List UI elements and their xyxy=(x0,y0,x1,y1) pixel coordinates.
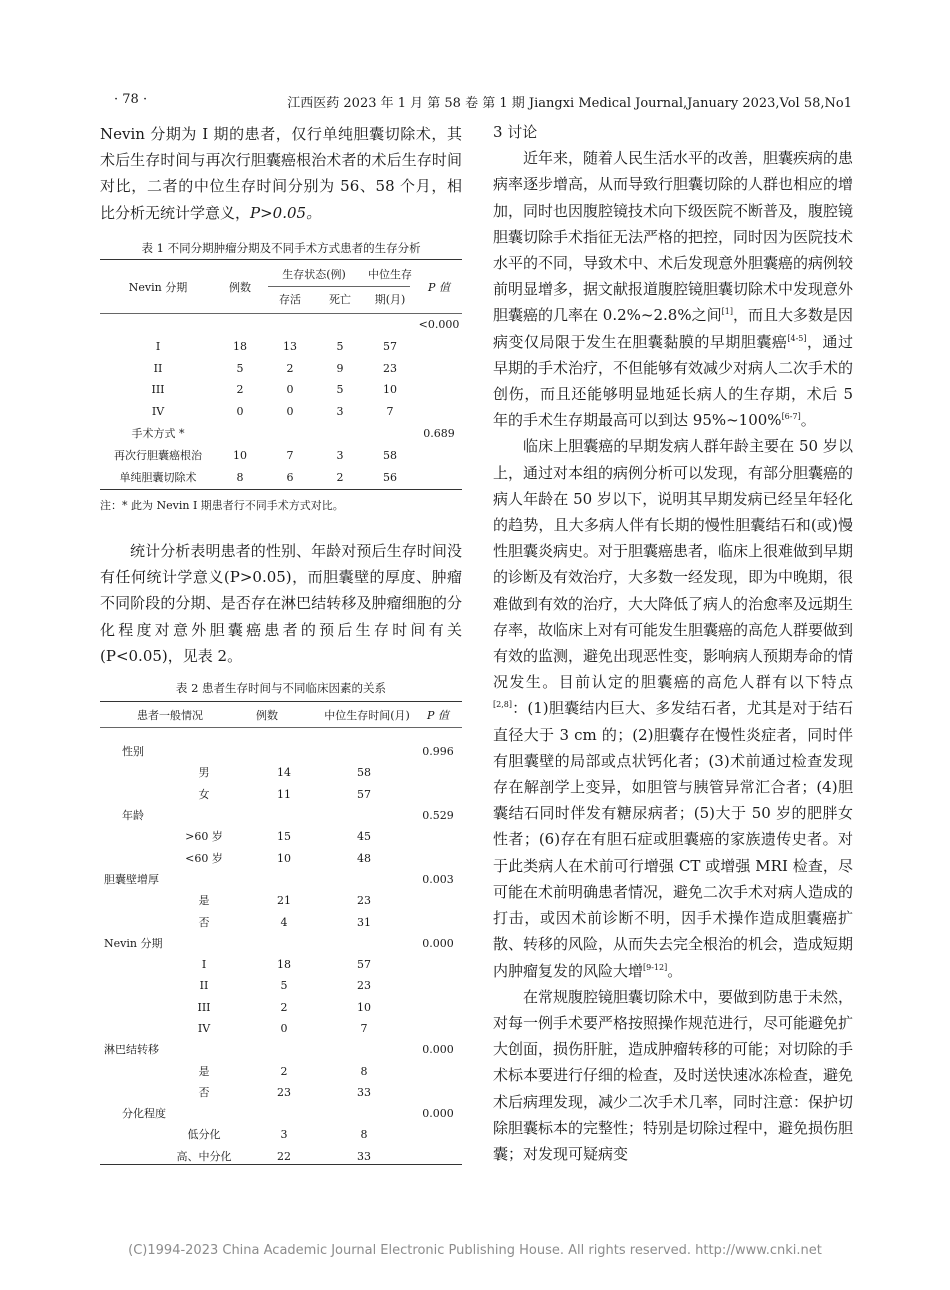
table-cell: 2 xyxy=(280,1000,288,1014)
table-row xyxy=(100,954,462,975)
table-cell-subgroup: 否 xyxy=(198,1085,210,1099)
table2-header xyxy=(100,705,462,725)
table-cell: 3 xyxy=(336,405,344,419)
table-cell-subgroup: I xyxy=(201,958,207,972)
table-cell: 14 xyxy=(277,766,291,780)
table-cell xyxy=(254,1039,314,1060)
table-cell-subgroup: 否 xyxy=(198,915,210,929)
table-cell: 33 xyxy=(357,1085,371,1099)
table-cell: 2 xyxy=(236,383,244,397)
table-cell xyxy=(414,762,462,783)
citation-ref: [1] xyxy=(721,307,733,317)
table-row xyxy=(100,1146,462,1167)
table-cell: 5 xyxy=(336,383,344,397)
table-cell: <0.000 xyxy=(418,318,460,332)
t1-head-alive: 存活 xyxy=(279,292,301,306)
table-cell xyxy=(314,1039,414,1060)
table-cell xyxy=(414,911,462,932)
table-cell: 0 xyxy=(286,383,294,397)
table-cell-subgroup: 是 xyxy=(198,1064,210,1078)
table-cell: 48 xyxy=(357,851,371,865)
right-paragraph-2: 临床上胆囊癌的早期发病人群年龄主要在 50 岁以上，通过对本组的病例分析可以发现，有部分胆囊癌的病人年龄在 50 岁以下，说明其早期发病已经呈年轻化的趋势，且大多病人伴有长期的慢性胆囊结石和(或)慢性胆囊炎病史。对于胆囊癌患者，临床上很难做到早期的诊断及有效治疗，大多数一经发现，即为中晚期，很难做到有效的治疗，大大降低了病人的治愈率及远期生存率，故临床上对有可能发生胆囊癌的高危人群要做到有效的监测，避免出现恶性变，影响病人预期寿命的情况发生。目前认定的胆囊癌的高危人群有以下特点[2,8]：(1)胆囊结内巨大、多发结石者，尤其是对于结石直径大于 3 cm 的；(2)胆囊存在慢性炎症者，同时伴有胆囊壁的局部或点状钙化者；(3)术前通过检查发现存在解剖学上变异，如胆管与胰管异常汇合者；(4)胆囊结石同时伴发有糖尿病者；(5)大于 50 岁的肥胖女性者；(6)存在有胆石症或胆囊癌的家族遗传史者。对于此类病人在术前可行增强 CT 或增强 MRI 检查，尽可能在术前明确患者情况，避免二次手术对病人造成的打击，或因术前诊断不明，因手术操作造成胆囊癌扩散、转移的风险，从而失去完全根治的机会，造成短期内肿瘤复发的风险大增[9-12]。 xyxy=(493,437,854,980)
table-cell: 再次行胆囊癌根治 xyxy=(114,448,202,462)
table-row xyxy=(100,466,462,488)
table-cell xyxy=(254,805,314,826)
citation-ref: [2,8] xyxy=(493,700,512,710)
table-cell: 6 xyxy=(286,470,294,484)
table-cell-category xyxy=(100,911,154,932)
table1-note: 注：* 此为 Nevin I 期患者行不同手术方式对比。 xyxy=(100,499,344,512)
table-cell xyxy=(414,826,462,847)
table-row xyxy=(100,784,462,805)
table-cell xyxy=(414,784,462,805)
table-cell xyxy=(414,954,462,975)
table-cell xyxy=(216,314,264,336)
table-cell xyxy=(416,336,462,358)
table-cell-category xyxy=(100,1124,154,1145)
table-cell: 56 xyxy=(383,470,397,484)
table-cell: 57 xyxy=(383,339,397,353)
table-row xyxy=(100,314,462,336)
table-cell xyxy=(254,1103,314,1124)
table-cell: 2 xyxy=(280,1064,288,1078)
table-cell: 9 xyxy=(336,361,344,375)
table-cell: 5 xyxy=(280,979,288,993)
table-cell xyxy=(100,314,216,336)
table-cell-subgroup: 女 xyxy=(198,787,210,801)
table-cell-category: 分化程度 xyxy=(122,1107,166,1121)
table-cell: III xyxy=(151,383,165,397)
table-cell xyxy=(416,379,462,401)
table-cell: 23 xyxy=(357,979,371,993)
t2-head-median: 中位生存时间(月) xyxy=(324,708,410,722)
page-header xyxy=(100,92,852,114)
table-cell xyxy=(254,933,314,954)
table-cell-category xyxy=(100,1018,154,1039)
table-cell-category: 年龄 xyxy=(122,809,144,823)
table-cell xyxy=(314,869,414,890)
t2-head-general: 患者一般情况 xyxy=(137,708,203,722)
table-cell xyxy=(264,423,316,445)
table-cell: 5 xyxy=(336,339,344,353)
table-row xyxy=(100,357,462,379)
table-cell-category xyxy=(100,975,154,996)
table-row xyxy=(100,997,462,1018)
copyright-footer: (C)1994-2023 China Academic Journal Electronic Publishing House. All rights reserved. http://www.cnki.net xyxy=(128,1243,822,1258)
table-cell xyxy=(414,1146,462,1167)
table-cell-category: 胆囊壁增厚 xyxy=(104,872,159,886)
t1-head-p: P 值 xyxy=(428,280,450,294)
table-row xyxy=(100,826,462,847)
para2-text: 统计分析表明患者的性别、年龄对预后生存时间没有任何统计学意义(P>0.05)，而胆囊壁的厚度、肿瘤不同阶段的分期、是否存在淋巴结转移及肿瘤细胞的分化程度对意外胆囊癌患者的预后生存时间有关(P<0.05)，见表 2。 xyxy=(100,542,462,665)
table1-caption: 表 1 不同分期肿瘤分期及不同手术方式患者的生存分析 xyxy=(141,241,421,255)
table1-body xyxy=(100,314,462,488)
table-cell-category xyxy=(100,826,154,847)
table-cell-subgroup: 高、中分化 xyxy=(176,1149,232,1163)
table-row xyxy=(100,975,462,996)
table-cell: 0 xyxy=(286,405,294,419)
table-cell xyxy=(416,357,462,379)
table-cell-category xyxy=(100,847,154,868)
table-cell: 2 xyxy=(336,470,344,484)
t1-head-status: 生存状态(例) xyxy=(282,267,346,281)
table-cell: 33 xyxy=(357,1149,371,1163)
table-cell-category xyxy=(100,1146,154,1167)
table-row xyxy=(100,401,462,423)
table-cell: 0 xyxy=(280,1022,288,1035)
table-cell-category xyxy=(100,784,154,805)
table-cell-subgroup: 是 xyxy=(198,894,210,908)
table-cell: 0.000 xyxy=(422,1107,454,1121)
table-cell: 22 xyxy=(277,1149,291,1163)
table-cell xyxy=(364,423,416,445)
table-cell: 13 xyxy=(283,339,297,353)
table-cell xyxy=(414,975,462,996)
table-cell xyxy=(414,1018,462,1039)
table-cell-category xyxy=(100,890,154,911)
table-cell xyxy=(314,933,414,954)
table-cell: 8 xyxy=(360,1128,368,1142)
table-cell-category xyxy=(100,762,154,783)
table-cell xyxy=(314,1103,414,1124)
table-cell: 0.000 xyxy=(422,1043,454,1057)
table-cell: 10 xyxy=(383,383,397,397)
table-cell: 0.689 xyxy=(423,427,455,441)
table-cell xyxy=(254,741,314,762)
table-row xyxy=(100,911,462,932)
table-cell-subgroup: 低分化 xyxy=(187,1128,221,1142)
table-cell xyxy=(314,741,414,762)
table-cell: 18 xyxy=(233,339,247,353)
table-cell: 7 xyxy=(386,405,394,419)
table-row xyxy=(100,444,462,466)
table-row xyxy=(100,1018,462,1039)
table-cell xyxy=(414,997,462,1018)
table2-header-rule xyxy=(100,727,462,728)
table-cell: 3 xyxy=(280,1128,288,1142)
table-cell xyxy=(316,423,364,445)
table-cell-category xyxy=(100,954,154,975)
table-cell xyxy=(416,466,462,488)
table-cell: 11 xyxy=(277,787,291,801)
table-cell-subgroup: III xyxy=(197,1000,211,1014)
table-cell: 8 xyxy=(236,470,244,484)
table-cell-category: 淋巴结转移 xyxy=(104,1043,159,1057)
para1-p-value: P>0.05。 xyxy=(250,203,322,222)
table-cell: 15 xyxy=(277,830,291,844)
table-row xyxy=(100,379,462,401)
table-row xyxy=(100,1039,462,1060)
table-row xyxy=(100,1124,462,1145)
right-paragraph-3: 在常规腹腔镜胆囊切除术中，要做到防患于未然，对每一例手术要严格按照操作规范进行，尽可能避免扩大创面，损伤肝脏，造成肿瘤转移的可能；对切除的手术标本要进行仔细的检查，及时送快速冰冻检查，避免术后病理发现，减少二次手术几率，同时注意：保护切除胆囊标本的完整性；特别是切除过程中，避免损伤胆囊；对发现可疑病变 xyxy=(493,987,854,1163)
table2-caption: 表 2 患者生存时间与不同临床因素的关系 xyxy=(175,681,387,695)
table-cell xyxy=(414,1124,462,1145)
table-cell-subgroup: >60 岁 xyxy=(185,830,223,844)
table-cell: 23 xyxy=(357,894,371,908)
citation-ref: [9-12] xyxy=(643,962,668,972)
t2-head-cases: 例数 xyxy=(256,708,278,722)
t1-head-dead: 死亡 xyxy=(329,292,351,306)
table-cell xyxy=(364,314,416,336)
table-cell: 7 xyxy=(286,448,294,462)
table-cell-category: 性别 xyxy=(122,745,144,759)
table-cell-subgroup: <60 岁 xyxy=(185,851,223,865)
table-row xyxy=(100,869,462,890)
t1-head-nevin: Nevin 分期 xyxy=(128,280,188,294)
table-cell xyxy=(414,847,462,868)
t2-head-p: P 值 xyxy=(427,708,449,722)
table-cell: I xyxy=(155,339,161,353)
table-cell-subgroup: 男 xyxy=(198,766,210,780)
citation-ref: [6-7] xyxy=(781,412,801,422)
table-row xyxy=(100,890,462,911)
page-number: · 78 · xyxy=(114,92,148,107)
t1-head-median: 中位生存 xyxy=(368,267,412,281)
table-row xyxy=(100,741,462,762)
right-paragraph-1: 近年来，随着人民生活水平的改善，胆囊疾病的患病率逐步增高，从而导致行胆囊切除的人群也相应的增加，同时也因腹腔镜技术向下级医院不断普及，腹腔镜胆囊切除手术指征无法严格的把控，同时因为医院技术水平的不同，导致术中、术后发现意外胆囊癌的病例较前明显增多，据文献报道腹腔镜胆囊切除术中发现意外胆囊癌的几率在 0.2%~2.8%之间[1]，而且大多数是因病变仅局限于发生在胆囊黏膜的早期胆囊癌[4-5]，通过早期的手术治疗，不但能够有效减少对病人二次手术的创伤，而且还能够明显地延长病人的生存期，术后 5 年的手术生存期最高可以到达 95%~100%[6-7]。 xyxy=(493,149,854,430)
t1-head-cases: 例数 xyxy=(229,280,251,294)
table-cell: 23 xyxy=(277,1085,291,1099)
table-cell: 45 xyxy=(357,830,371,844)
t1-head-median2: 期(月) xyxy=(374,292,406,306)
table-cell xyxy=(264,314,316,336)
table-cell xyxy=(254,869,314,890)
table-cell-category: Nevin 分期 xyxy=(104,936,163,950)
table1-bottom-rule xyxy=(100,489,462,490)
table-cell-category xyxy=(100,1082,154,1103)
table-row xyxy=(100,805,462,826)
table-cell: 3 xyxy=(336,448,344,462)
table-cell-category xyxy=(100,997,154,1018)
table-row xyxy=(100,847,462,868)
table-cell: 0.529 xyxy=(422,809,454,823)
table2-body xyxy=(100,741,462,1167)
table-cell: 7 xyxy=(360,1022,368,1035)
table-cell: 5 xyxy=(236,361,244,375)
table-cell: 57 xyxy=(357,958,371,972)
left-paragraph-1 xyxy=(100,121,462,226)
table-cell: 10 xyxy=(233,448,247,462)
right-column xyxy=(493,119,853,1167)
table-cell: 手术方式 * xyxy=(131,427,185,441)
table-cell: 58 xyxy=(383,448,397,462)
table-cell xyxy=(414,1082,462,1103)
table-cell xyxy=(316,314,364,336)
table-cell-subgroup: II xyxy=(199,979,209,993)
table-row xyxy=(100,423,462,445)
table-cell: 0.003 xyxy=(422,872,454,886)
table-row xyxy=(100,1082,462,1103)
table-cell xyxy=(416,444,462,466)
table-cell: 58 xyxy=(357,766,371,780)
table-cell: II xyxy=(153,361,163,375)
table-cell: 10 xyxy=(357,1000,371,1014)
table-cell: 0 xyxy=(236,405,244,419)
table-row xyxy=(100,336,462,358)
journal-line: 江西医药 2023 年 1 月 第 58 卷 第 1 期 Jiangxi Medical Journal,January 2023,Vol 58,No1 xyxy=(287,96,852,111)
table-cell xyxy=(414,1060,462,1081)
left-paragraph-2 xyxy=(100,538,462,669)
table-cell xyxy=(414,890,462,911)
table-cell xyxy=(416,401,462,423)
table-row xyxy=(100,1103,462,1124)
table2-top-rule xyxy=(100,701,462,702)
table-cell: 8 xyxy=(360,1064,368,1078)
para1-text: Nevin 分期为 I 期的患者，仅行单纯胆囊切除术，其术后生存时间与再次行胆囊癌根治术者的术后生存时间对比，二者的中位生存时间分别为 56、58 个月，相比分析无统计学意义， xyxy=(100,125,462,222)
table1-top-rule xyxy=(100,259,462,260)
table-cell xyxy=(216,423,264,445)
table-cell: 31 xyxy=(357,915,371,929)
citation-ref: [4-5] xyxy=(787,333,807,343)
discussion-heading: 3 讨论 xyxy=(493,123,538,141)
table-cell: 4 xyxy=(280,915,288,929)
table-row xyxy=(100,933,462,954)
table-cell: 0.996 xyxy=(422,745,454,759)
table-cell: 单纯胆囊切除术 xyxy=(119,470,197,484)
table-cell: 57 xyxy=(357,787,371,801)
table1-header xyxy=(100,262,462,312)
table-cell-subgroup: IV xyxy=(197,1022,211,1035)
table-cell xyxy=(314,805,414,826)
table-cell: 0.000 xyxy=(422,936,454,950)
table-cell-category xyxy=(100,1060,154,1081)
table-cell: IV xyxy=(151,405,165,419)
table-row xyxy=(100,762,462,783)
table-cell: 21 xyxy=(277,894,291,908)
table-cell: 2 xyxy=(286,361,294,375)
table-row xyxy=(100,1060,462,1081)
table-cell: 23 xyxy=(383,361,397,375)
table-cell: 18 xyxy=(277,958,291,972)
table-cell: 10 xyxy=(277,851,291,865)
